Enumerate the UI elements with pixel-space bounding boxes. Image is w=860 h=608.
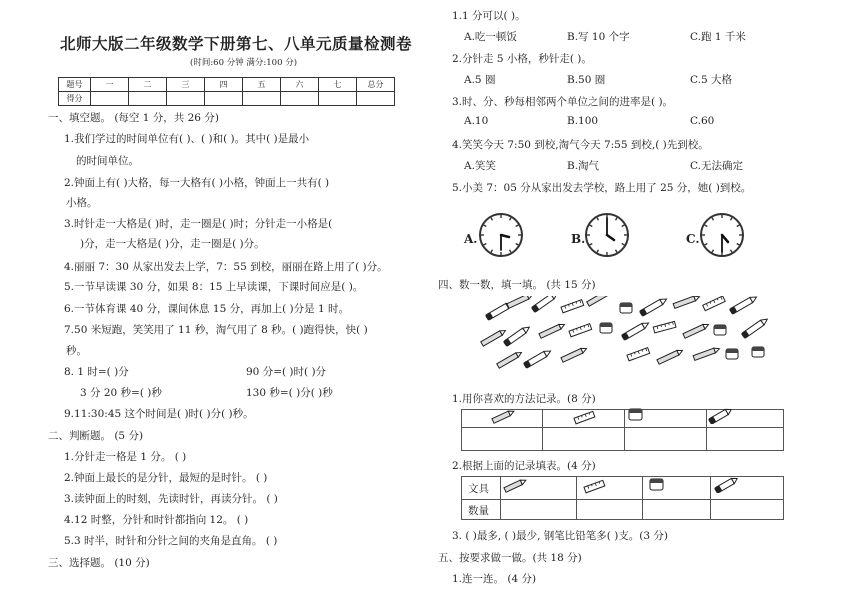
s1-line: 4.丽丽 7：30 从家出发去上学，7：55 到校，丽丽在路上用了( )分。	[64, 261, 388, 273]
score-field[interactable]	[243, 92, 281, 106]
s1-q8a: 8. 1 时=( )分	[64, 366, 129, 378]
clock-a-label: A.	[464, 232, 478, 246]
s2-line: 1.分针走一格是 1 分。 ( )	[64, 451, 187, 463]
score-table-cell: 总分	[357, 78, 395, 92]
score-table-cell: 七	[319, 78, 357, 92]
section2-heading: 二、判断题。 (5 分)	[48, 430, 144, 442]
s4-q1: 1.用你喜欢的方法记录。(8 分)	[452, 393, 596, 405]
s3-q2-option-c: C.5 大格	[690, 74, 733, 86]
section3-heading: 三、选择题。 (10 分)	[48, 557, 150, 569]
s1-line: 的时间单位。	[76, 155, 139, 167]
s1-q8d: 130 秒=( )分( )秒	[246, 387, 333, 399]
s1-line: 5.一节早读课 30 分，如果 8：15 上早读课，下课时间应是( )。	[64, 281, 364, 293]
clock-c-label: C.	[686, 232, 700, 246]
s3-q4-option-c: C.无法确定	[690, 160, 743, 172]
s3-q3-stem: 3.时、分、秒每相邻两个单位之间的进率是( )。	[452, 96, 674, 108]
s1-line: 3.时针走一大格是( )时，走一圈是( )时；分针走一小格是(	[64, 218, 333, 230]
s4-q3: 3. ( )最多, ( )最少, 钢笔比铅笔多( )支。(3 分)	[452, 530, 669, 542]
s3-q1-option-a: A.吃一顿饭	[464, 31, 517, 43]
s3-q1-option-b: B.写 10 个字	[567, 31, 630, 43]
clock-b-label: B.	[571, 232, 586, 246]
score-table-row-label: 得分	[59, 92, 91, 106]
section4-heading: 四、数一数，填一填。 (共 15 分)	[438, 279, 596, 291]
score-table-cell: 题号	[59, 78, 91, 92]
s3-q3-option-b: B.100	[567, 115, 599, 127]
ruler-icon	[582, 478, 612, 494]
score-field[interactable]	[357, 92, 395, 106]
pen-icon	[708, 408, 738, 424]
score-field[interactable]	[205, 92, 243, 106]
score-table-cell: 一	[91, 78, 129, 92]
table-row-label: 数量	[468, 505, 489, 517]
score-table-cell: 三	[167, 78, 205, 92]
s3-q4-stem: 4.笑笑今天 7:50 到校,淘气今天 7:55 到校,( )先到校。	[452, 139, 709, 151]
score-field[interactable]	[319, 92, 357, 106]
s3-q3-option-a: A.10	[464, 115, 489, 127]
s2-line: 5.3 时半，时针和分针之间的夹角是直角。 ( )	[64, 535, 278, 547]
score-table-header-row	[59, 78, 395, 92]
s4-q2: 2.根据上面的记录填表。(4 分)	[452, 460, 596, 472]
clock-c-icon	[699, 212, 745, 258]
s1-line: 秒。	[66, 345, 87, 357]
score-table-cell: 五	[243, 78, 281, 92]
pen-icon	[714, 477, 744, 493]
clock-b-icon	[584, 212, 630, 258]
s3-q5-stem: 5.小美 7：05 分从家出发去学校，路上用了 25 分，她( )到校。	[452, 182, 752, 194]
stationery-picture	[478, 296, 778, 376]
s1-line: 2.钟面上有( )大格，每一大格有( )小格，钟面上一共有( )	[64, 177, 330, 189]
s1-line: 7.50 米短跑，笑笑用了 11 秒，淘气用了 8 秒。( )跑得快，快( )	[64, 324, 368, 336]
s3-q2-option-a: A.5 圈	[464, 74, 496, 86]
score-table-cell: 六	[281, 78, 319, 92]
clock-a-icon	[478, 212, 524, 258]
s1-q8b: 90 分=( )时( )分	[246, 366, 327, 378]
eraser-icon	[647, 477, 667, 493]
pencil-icon	[502, 478, 532, 494]
s1-line: 1.我们学过的时间单位有( )、( )和( )。其中( )是最小	[64, 133, 310, 145]
s3-q2-stem: 2.分针走 5 小格，秒针走( )。	[452, 53, 592, 65]
s1-line: 小格。	[66, 197, 98, 209]
score-table-cell: 二	[129, 78, 167, 92]
s1-q9: 9.11:30:45 这个时间是( )时( )分( )秒。	[64, 408, 254, 420]
s3-q4-option-a: A.笑笑	[464, 160, 496, 172]
ruler-icon	[572, 409, 602, 425]
score-field[interactable]	[281, 92, 319, 106]
pencil-icon	[490, 409, 520, 425]
score-table-cell: 四	[205, 78, 243, 92]
s5-q1: 1.连一连。 (4 分)	[452, 573, 537, 585]
s1-line: )分，走一大格是( )分，走一圈是( )分。	[80, 238, 265, 250]
s3-q2-option-b: B.50 圈	[567, 74, 606, 86]
section1-heading: 一、填空题。 (每空 1 分，共 26 分)	[48, 112, 219, 124]
eraser-icon	[626, 407, 646, 423]
s2-line: 2.钟面上最长的是分针，最短的是时针。 ( )	[64, 472, 268, 484]
page-subtitle: (时间:60 分钟 满分:100 分)	[190, 58, 298, 68]
table-row-label: 文具	[468, 483, 489, 495]
score-field[interactable]	[91, 92, 129, 106]
s3-q1-option-c: C.跑 1 千米	[690, 31, 746, 43]
s3-q4-option-b: B.淘气	[567, 160, 600, 172]
s3-q1-stem: 1.1 分可以( )。	[452, 10, 526, 22]
score-table-score-row	[59, 92, 395, 106]
score-table	[58, 77, 395, 106]
s2-line: 4.12 时整，分针和时针都指向 12。 ( )	[64, 514, 249, 526]
s1-line: 6.一节体育课 40 分，课间休息 15 分，再加上( )分是 1 时。	[64, 303, 349, 315]
page-title: 北师大版二年级数学下册第七、八单元质量检测卷	[60, 35, 413, 53]
score-field[interactable]	[167, 92, 205, 106]
s1-q8c: 3 分 20 秒=( )秒	[80, 387, 162, 399]
section5-heading: 五、按要求做一做。(共 18 分)	[438, 552, 582, 564]
s2-line: 3.读钟面上的时刻，先读时针，再读分针。 ( )	[64, 493, 278, 505]
score-field[interactable]	[129, 92, 167, 106]
s3-q3-option-c: C.60	[690, 115, 715, 127]
